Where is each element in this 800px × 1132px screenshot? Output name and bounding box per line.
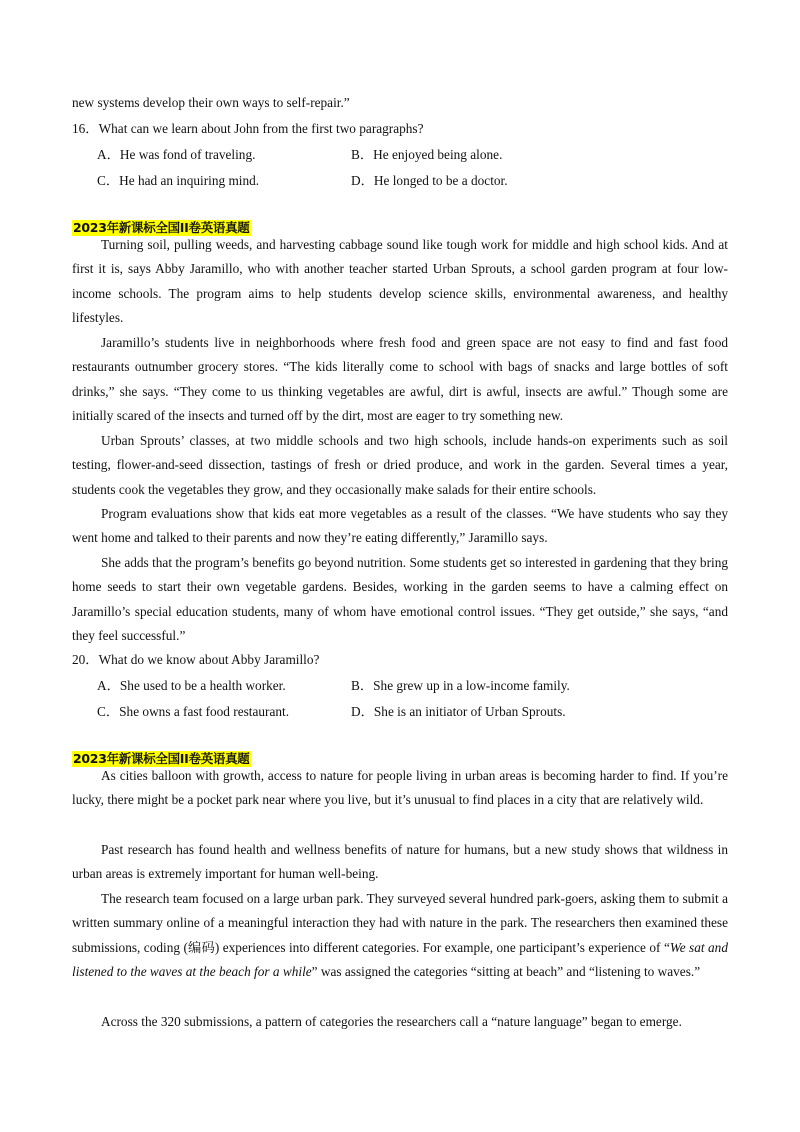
passage-2-paragraph-3 <box>72 887 728 985</box>
exam-source-tag: 2023年新课标全国II卷英语真题 <box>73 220 250 235</box>
italic-quote: We sat and listened to the waves at the beach for a while <box>72 939 728 980</box>
question-16-option-b: B．He enjoyed being alone. <box>351 147 503 162</box>
question-20-option-a: A．She used to be a health worker. <box>97 678 286 693</box>
question-16-option-a: A．He was fond of traveling. <box>97 147 256 162</box>
passage-1-paragraph-4: Program evaluations show that kids eat more vegetables as a result of the classes. “We have students who say they went home and talked to their parents and now they’re eating differently,” Jaramillo says. <box>72 506 728 546</box>
passage-fragment: new systems develop their own ways to self-repair.” <box>72 95 350 110</box>
passage-2-paragraph-2: Past research has found health and wellness benefits of nature for humans, but a new study shows that wildness in urban areas is extremely important for human well-being. <box>72 842 728 882</box>
question-20-option-b: B．She grew up in a low-income family. <box>351 678 570 693</box>
question-16-option-c: C．He had an inquiring mind. <box>97 173 260 188</box>
passage-1-paragraph-3: Urban Sprouts’ classes, at two middle schools and two high schools, include hands-on experiments such as soil testing, flower-and-seed dissection, tastings of fresh or dried produce, and work in the garden. Several times a year, students cook the vegetables they grow, and they occasionally make salads for their entire schools. <box>72 433 728 497</box>
passage-1-paragraph-1: Turning soil, pulling weeds, and harvesting cabbage sound like tough work for middle and high school kids. And at first it is, says Abby Jaramillo, who with another teacher started Urban Sprouts, a school garden program at four low-income schools. The program aims to help students develop science skills, environmental awareness, and healthy lifestyles. <box>72 237 728 326</box>
paragraph-text: The research team focused on a large urban park. They surveyed several hundred park-goers, asking them to submit a written summary online of a meaningful interaction they had with nature in the park. The researchers then examined these submissions, coding (编码) experiences into different categories. For example, one participant’s experience of “ <box>72 891 728 955</box>
exam-source-tag: 2023年新课标全国II卷英语真题 <box>73 751 250 766</box>
passage-1-paragraph-2: Jaramillo’s students live in neighborhoods where fresh food and green space are not easy to find and fast food restaurants outnumber grocery stores. “The kids literally come to school with bags of snacks and large bottles of soft drinks,” she says. “They come to us thinking vegetables are awful, dirt is awful, insects are awful.” Though some are initially scared of the insects and turned off by the dirt, most are eager to try something new. <box>72 335 728 424</box>
passage-2-paragraph-4: Across the 320 submissions, a pattern of categories the researchers call a “nature language” began to emerge. <box>101 1014 682 1029</box>
question-20-option-d: D．She is an initiator of Urban Sprouts. <box>351 704 566 719</box>
question-20-option-c: C．She owns a fast food restaurant. <box>97 704 290 719</box>
question-16-stem: 16．What can we learn about John from the first two paragraphs? <box>72 121 424 136</box>
question-16-option-d: D．He longed to be a doctor. <box>351 173 508 188</box>
passage-2-paragraph-1: As cities balloon with growth, access to nature for people living in urban areas is becoming harder to find. If you’re lucky, there might be a pocket park near where you live, but it’s unusual to find places in a city that are relatively wild. <box>72 768 728 808</box>
question-20-stem: 20．What do we know about Abby Jaramillo? <box>72 652 320 667</box>
paragraph-text: ” was assigned the categories “sitting at beach” and “listening to waves.” <box>311 964 701 980</box>
passage-1-paragraph-5: She adds that the program’s benefits go beyond nutrition. Some students get so interested in gardening that they bring home seeds to start their own vegetable gardens. Besides, working in the garden seems to have a calming effect on Jaramillo’s special education students, many of whom have emotional control issues. “They get outside,” she says, “and they feel successful.” <box>72 555 728 644</box>
